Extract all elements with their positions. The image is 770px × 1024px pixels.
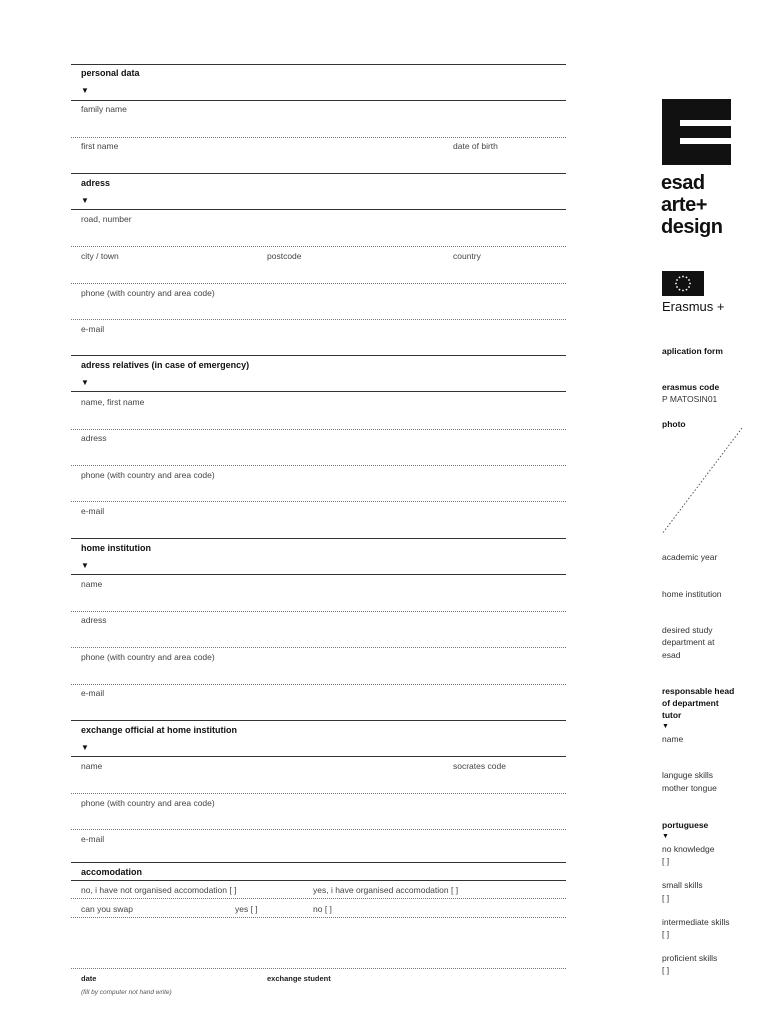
road-number-field[interactable]: road, number [81, 214, 132, 224]
esad-logo-icon [662, 99, 731, 165]
chevron-down-icon: ▼ [662, 723, 669, 730]
field-separator [71, 829, 566, 830]
phone-field[interactable]: phone (with country and area code) [81, 288, 215, 298]
chevron-down-icon: ▼ [81, 196, 89, 205]
section-rule [71, 209, 566, 210]
department-line-1: desired study [662, 625, 713, 635]
skill-intermediate-label: intermediate skills [662, 917, 730, 927]
skill-proficient-checkbox[interactable]: [ ] [662, 965, 670, 975]
skill-intermediate-checkbox[interactable]: [ ] [662, 929, 670, 939]
skill-proficient-label: proficient skills [662, 953, 718, 963]
section-rule [71, 862, 566, 863]
head-line-1: responsable head [662, 686, 735, 696]
portuguese-label: portuguese [662, 820, 709, 830]
logo-line-esad: esad [661, 172, 705, 194]
field-separator [71, 246, 566, 247]
chevron-down-icon: ▼ [81, 561, 89, 570]
official-phone-field[interactable]: phone (with country and area code) [81, 798, 215, 808]
department-line-2: department at [662, 637, 715, 647]
socrates-code-field[interactable]: socrates code [453, 761, 506, 771]
photo-placeholder[interactable] [660, 426, 744, 536]
date-of-birth-field[interactable]: date of birth [453, 141, 498, 151]
postcode-field[interactable]: postcode [267, 251, 302, 261]
field-separator [71, 611, 566, 612]
field-separator [71, 283, 566, 284]
home-institution-header: home institution [81, 543, 151, 553]
erasmus-code-value: P MATOSIN01 [662, 394, 718, 404]
language-skills-label: languge skills [662, 770, 714, 780]
field-separator [71, 501, 566, 502]
chevron-down-icon: ▼ [81, 86, 89, 95]
chevron-down-icon: ▼ [81, 378, 89, 387]
academic-year-field[interactable]: academic year [662, 552, 718, 562]
exchange-official-header: exchange official at home institution [81, 725, 238, 735]
field-separator [71, 137, 566, 138]
relative-address-field[interactable]: adress [81, 433, 107, 443]
erasmus-label: Erasmus + [662, 299, 725, 314]
personal-data-header: personal data [81, 68, 140, 78]
family-name-field[interactable]: family name [81, 104, 127, 114]
institution-address-field[interactable]: adress [81, 615, 107, 625]
skill-no-knowledge-checkbox[interactable]: [ ] [662, 856, 670, 866]
head-line-2: of department [662, 698, 719, 708]
date-field[interactable]: date [81, 974, 97, 983]
field-separator [71, 319, 566, 320]
country-field[interactable]: country [453, 251, 481, 261]
section-rule [71, 100, 566, 101]
eu-flag-icon [662, 271, 704, 296]
relative-phone-field[interactable]: phone (with country and area code) [81, 470, 215, 480]
chevron-down-icon: ▼ [81, 743, 89, 752]
accomodation-header: accomodation [81, 867, 143, 877]
section-rule [71, 64, 566, 65]
city-field[interactable]: city / town [81, 251, 119, 261]
skill-small-checkbox[interactable]: [ ] [662, 893, 670, 903]
email-field[interactable]: e-mail [81, 324, 105, 334]
relative-name-field[interactable]: name, first name [81, 397, 145, 407]
sidebar-home-institution-field[interactable]: home institution [662, 589, 722, 599]
institution-email-field[interactable]: e-mail [81, 688, 105, 698]
photo-label: photo [662, 419, 686, 429]
section-rule [71, 173, 566, 174]
field-separator [71, 465, 566, 466]
logo-line-design: design [661, 216, 723, 238]
swap-label: can you swap [81, 904, 133, 914]
official-email-field[interactable]: e-mail [81, 834, 105, 844]
organised-checkbox[interactable]: yes, i have organised accomodation [ ] [313, 885, 459, 895]
section-rule [71, 574, 566, 575]
tutor-name-field[interactable]: name [662, 734, 684, 744]
field-separator [71, 684, 566, 685]
field-separator [71, 429, 566, 430]
section-rule [71, 720, 566, 721]
section-rule [71, 355, 566, 356]
official-name-field[interactable]: name [81, 761, 103, 771]
swap-yes-checkbox[interactable]: yes [ ] [235, 904, 258, 914]
section-rule [71, 880, 566, 881]
section-rule [71, 756, 566, 757]
mother-tongue-field[interactable]: mother tongue [662, 783, 717, 793]
field-separator [71, 898, 566, 899]
form-title: aplication form [662, 346, 723, 356]
field-separator [71, 917, 566, 918]
exchange-student-field[interactable]: exchange student [267, 974, 331, 983]
skill-small-label: small skills [662, 880, 703, 890]
section-rule [71, 538, 566, 539]
institution-name-field[interactable]: name [81, 579, 103, 589]
fill-note: (fill by computer not hand write) [81, 989, 172, 996]
relative-email-field[interactable]: e-mail [81, 506, 105, 516]
relatives-header: adress relatives (in case of emergency) [81, 360, 250, 370]
section-rule [71, 391, 566, 392]
logo-line-arte: arte+ [661, 194, 707, 216]
signature-line [71, 968, 566, 969]
address-header: adress [81, 178, 111, 188]
department-line-3[interactable]: esad [662, 650, 681, 660]
field-separator [71, 647, 566, 648]
not-organised-checkbox[interactable]: no, i have not organised accomodation [ ] [81, 885, 237, 895]
field-separator [71, 793, 566, 794]
skill-no-knowledge-label: no knowledge [662, 844, 715, 854]
chevron-down-icon: ▼ [662, 833, 669, 840]
erasmus-code-label: erasmus code [662, 382, 720, 392]
first-name-field[interactable]: first name [81, 141, 119, 151]
institution-phone-field[interactable]: phone (with country and area code) [81, 652, 215, 662]
swap-no-checkbox[interactable]: no [ ] [313, 904, 332, 914]
head-line-3: tutor [662, 710, 682, 720]
